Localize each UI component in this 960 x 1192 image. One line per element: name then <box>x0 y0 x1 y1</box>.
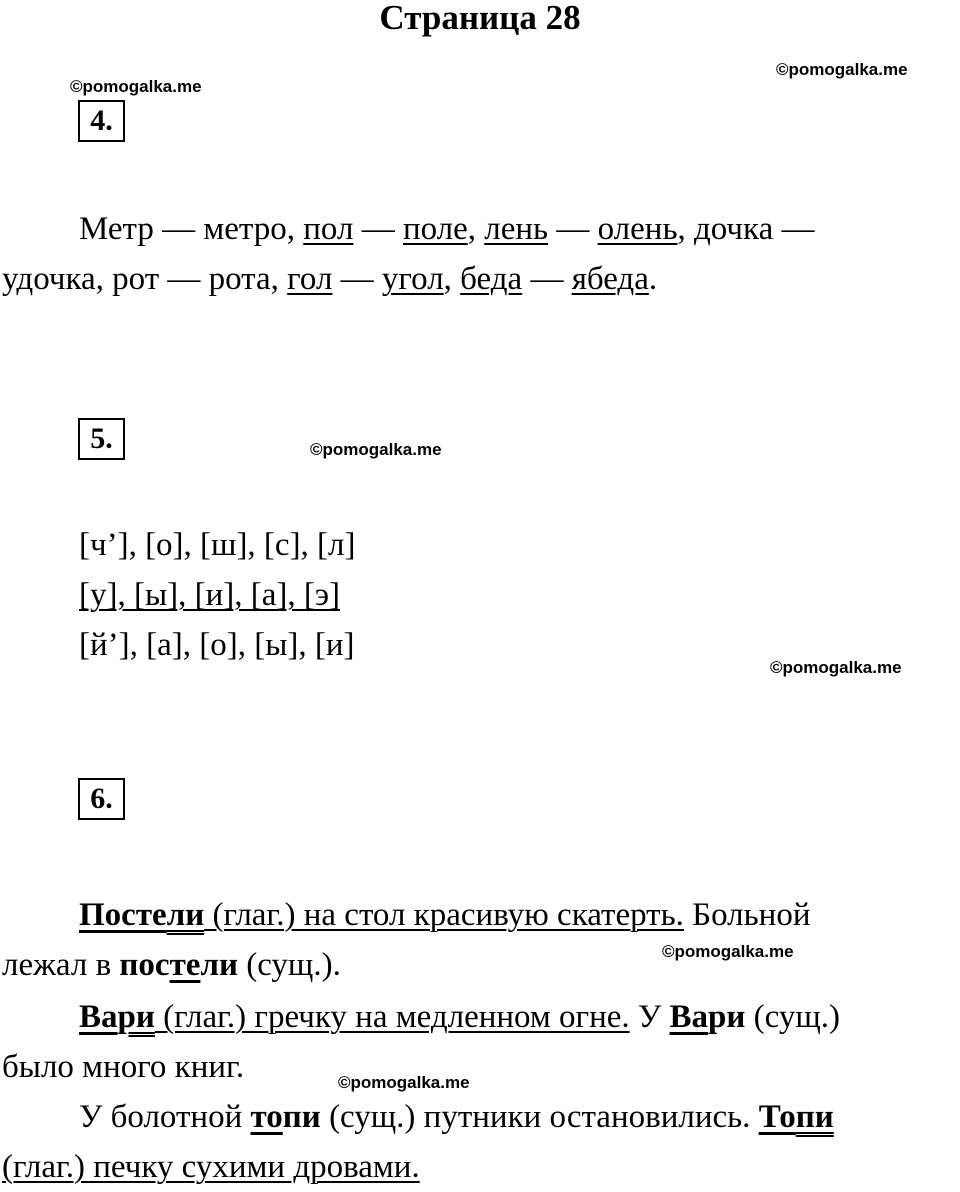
stressed-syllable: Ва <box>669 999 709 1035</box>
text: удочка, рот — рота, <box>2 261 288 297</box>
stressed-syllable: те <box>169 947 201 983</box>
task4-line-2 <box>2 254 657 304</box>
bold-word: пос <box>119 947 170 983</box>
text: — <box>353 211 403 247</box>
watermark: ©pomogalka.me <box>776 60 908 79</box>
task6-sentence-3 <box>79 1092 834 1142</box>
text: , дочка — <box>677 211 815 247</box>
task6-sentence-1-cont <box>2 940 341 990</box>
bold-word: Ва <box>79 999 118 1035</box>
stressed-syllable: то <box>250 1099 283 1135</box>
task6-sentence-3-cont <box>2 1142 420 1192</box>
underlined-word: угол <box>381 261 444 297</box>
bold-word-suffix: пи <box>795 1099 834 1135</box>
text: — <box>548 211 598 247</box>
watermark: ©pomogalka.me <box>70 77 202 96</box>
text: лежал в <box>2 947 120 983</box>
underlined-word: гол <box>287 261 333 297</box>
underlined-row: [у], [ы], [и], [а], [э] <box>79 577 341 613</box>
text: У болотной <box>79 1099 251 1135</box>
underlined-text: (глаг.) печку сухими дровами. <box>2 1149 420 1185</box>
bold-word-suffix: ли <box>166 897 205 933</box>
bold-word: пи <box>282 1099 321 1135</box>
bold-word-suffix: ри <box>117 999 155 1035</box>
task6-sentence-1 <box>79 890 811 940</box>
bold-word: ли <box>200 947 238 983</box>
text: , <box>443 261 461 297</box>
underlined-word: олень <box>597 211 678 247</box>
text: (сущ.). <box>237 947 341 983</box>
watermark: ©pomogalka.me <box>310 440 442 459</box>
text: — <box>332 261 382 297</box>
watermark: ©pomogalka.me <box>338 1073 470 1092</box>
task4-line-1 <box>79 204 814 254</box>
task-number-6: 6. <box>78 778 125 820</box>
text: (сущ.) <box>745 999 841 1035</box>
sound-row-2 <box>79 570 340 620</box>
underlined-word: пол <box>303 211 354 247</box>
text: Метр — метро, <box>79 211 304 247</box>
task6-sentence-2 <box>79 992 840 1042</box>
text: (сущ.) путники остановились. <box>320 1099 759 1135</box>
underlined-word: беда <box>460 261 523 297</box>
task6-sentence-2-cont: было много книг. <box>2 1049 245 1085</box>
text: У <box>629 999 670 1035</box>
sound-row-1: [ч’], [о], [ш], [с], [л] <box>79 527 356 563</box>
text: Больной <box>683 897 811 933</box>
text: , <box>467 211 485 247</box>
watermark: ©pomogalka.me <box>662 942 794 961</box>
text: . <box>648 261 658 297</box>
underlined-word: ябеда <box>571 261 649 297</box>
watermark: ©pomogalka.me <box>770 658 902 677</box>
underlined-text: (глаг.) гречку на медленном огне. <box>154 999 630 1035</box>
underlined-text: (глаг.) на стол красивую скатерть. <box>204 897 684 933</box>
underlined-word: поле <box>402 211 468 247</box>
bold-word: То <box>758 1099 796 1135</box>
text: — <box>522 261 572 297</box>
underlined-word: лень <box>484 211 549 247</box>
bold-word: Посте <box>79 897 167 933</box>
bold-word: ри <box>708 999 746 1035</box>
task-number-4: 4. <box>78 100 125 142</box>
sound-row-3: [й’], [а], [о], [ы], [и] <box>79 627 355 663</box>
task-number-5: 5. <box>78 418 125 460</box>
page-title: Страница 28 <box>379 0 581 37</box>
